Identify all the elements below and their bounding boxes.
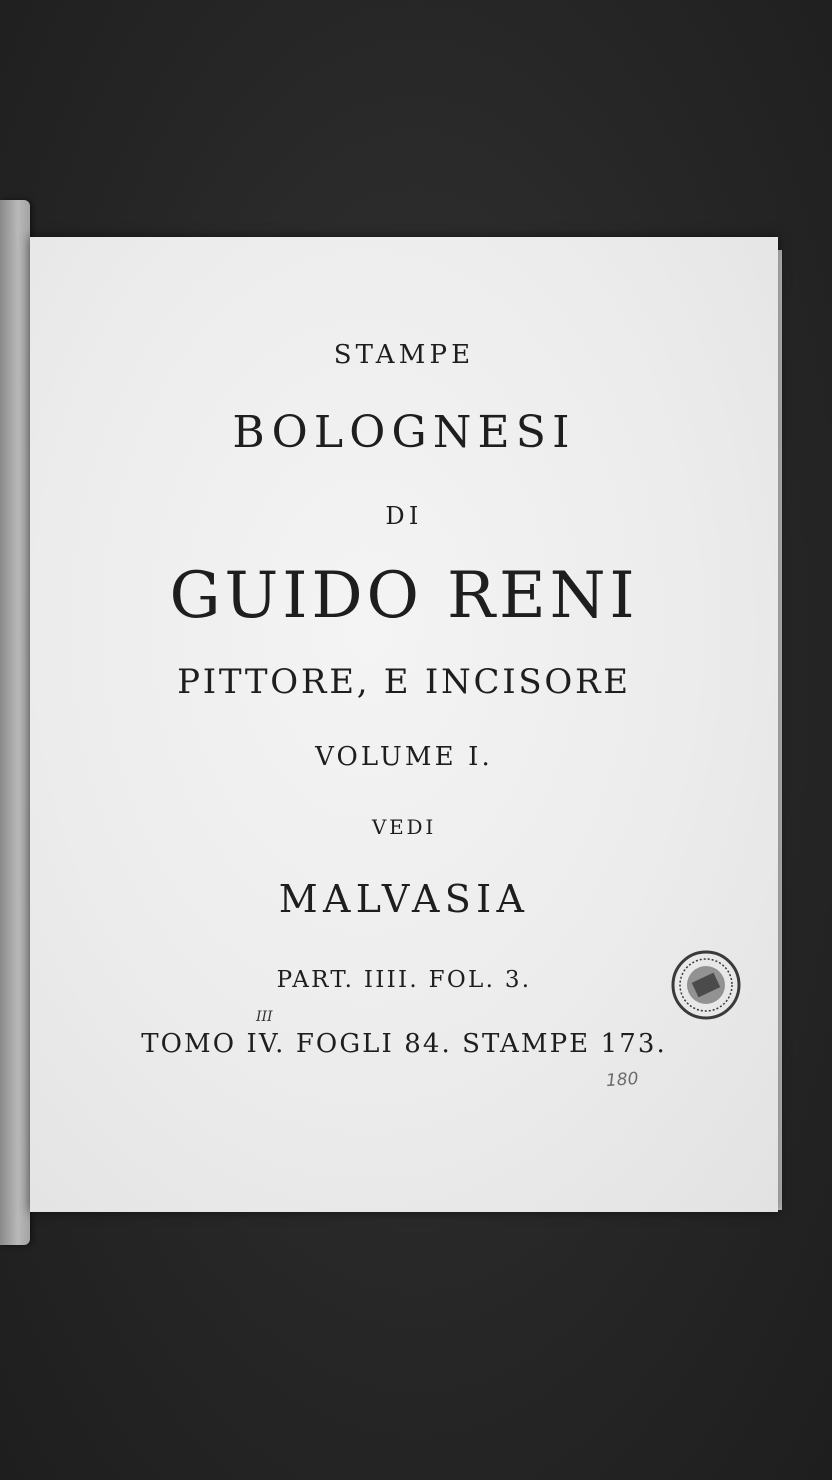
volume-line: VOLUME I. bbox=[315, 742, 493, 772]
vedi-line: VEDI bbox=[371, 815, 437, 839]
title-line-di: DI bbox=[385, 502, 423, 530]
part-folio-line: PART. IIII. FOL. 3. bbox=[276, 967, 532, 993]
pencil-count-note: 180 bbox=[605, 1068, 640, 1092]
title-page bbox=[30, 237, 778, 1212]
left-page-edge bbox=[0, 200, 30, 1245]
malvasia-line: MALVASIA bbox=[278, 877, 530, 921]
author-name: GUIDO RENI bbox=[169, 559, 639, 633]
tomo-correction-note: III bbox=[256, 1009, 273, 1025]
author-profession: PITTORE, E INCISORE bbox=[177, 662, 631, 702]
tomo-line: TOMO IV. FOGLI 84. STAMPE 173. bbox=[141, 1029, 667, 1059]
library-stamp-icon bbox=[670, 949, 742, 1021]
title-line-bolognesi: BOLOGNESI bbox=[232, 407, 576, 458]
title-line-stampe: STAMPE bbox=[333, 340, 475, 370]
